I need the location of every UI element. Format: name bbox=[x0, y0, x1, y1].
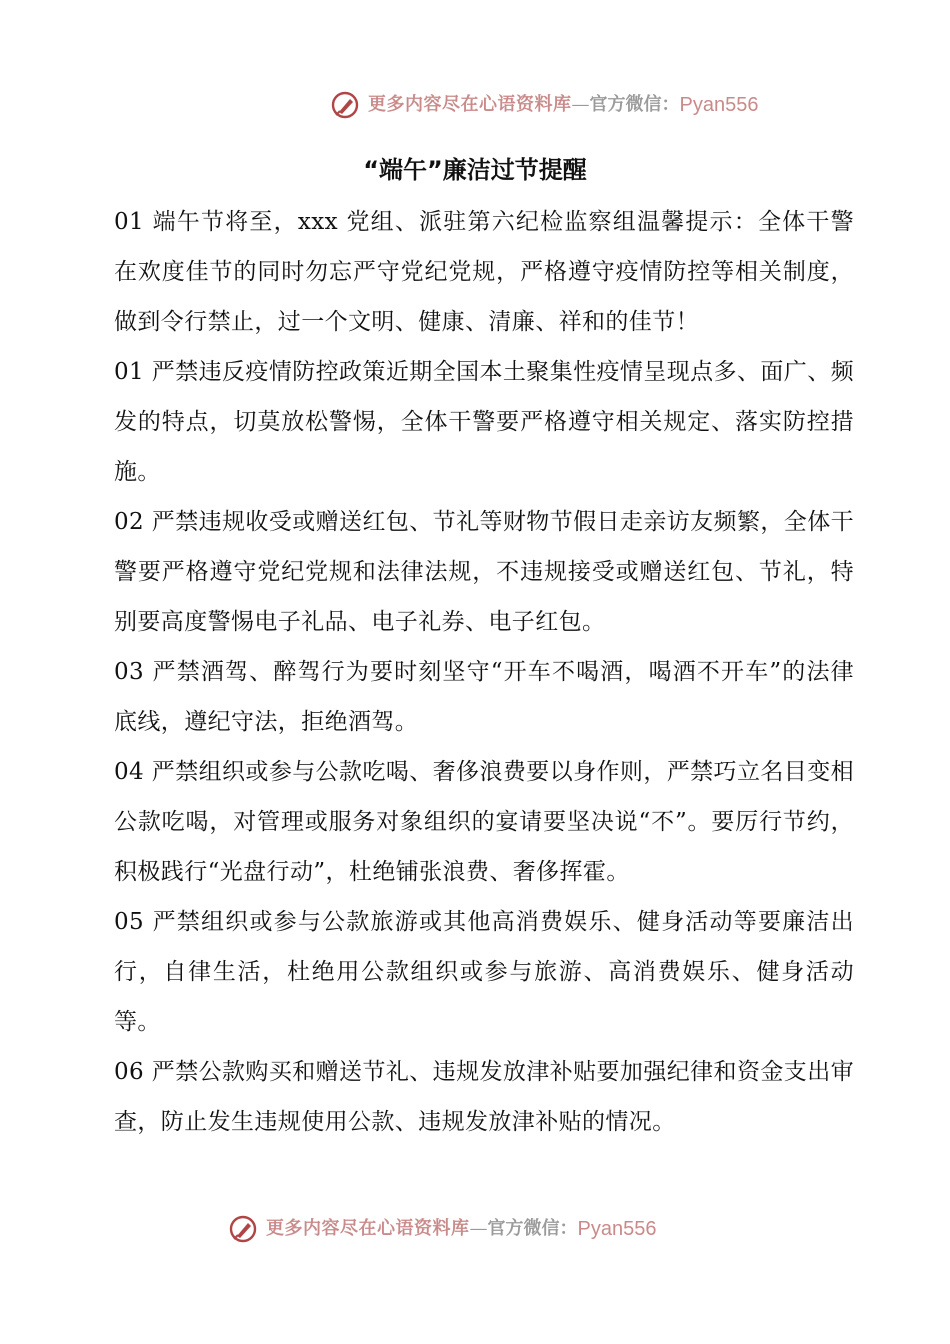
watermark-dash: — bbox=[469, 1218, 488, 1239]
watermark-text: 更多内容尽在心语资料库 bbox=[266, 1218, 470, 1239]
watermark-id: Pyan556 bbox=[577, 1218, 657, 1240]
pen-nib-logo-icon bbox=[228, 1214, 258, 1244]
pen-nib-logo-icon bbox=[330, 90, 360, 120]
paragraph-intro: 01 端午节将至，xxx 党组、派驻第六纪检监察组温馨提示：全体干警在欢度佳节的同时勿忘严守党纪党规，严格遵守疫情防控等相关制度，做到令行禁止，过一个文明、健康、清廉、祥和的佳节！ bbox=[114, 209, 854, 335]
watermark-text: 更多内容尽在心语资料库 bbox=[368, 94, 572, 115]
paragraph-item-01: 01 严禁违反疫情防控政策近期全国本土聚集性疫情呈现点多、面广、频发的特点，切莫放松警惕，全体干警要严格遵守相关规定、落实防控措施。 bbox=[114, 359, 854, 485]
footer-watermark bbox=[228, 1214, 656, 1244]
watermark-label: 官方微信： bbox=[487, 1218, 578, 1239]
watermark-label: 官方微信： bbox=[589, 94, 680, 115]
document-title: “端午”廉洁过节提醒 bbox=[363, 156, 587, 184]
header-watermark bbox=[330, 90, 758, 120]
paragraph-item-03: 03 严禁酒驾、醉驾行为要时刻坚守“开车不喝酒，喝酒不开车”的法律底线，遵纪守法，拒绝酒驾。 bbox=[114, 659, 854, 735]
watermark-id: Pyan556 bbox=[679, 94, 759, 116]
document-body bbox=[114, 197, 854, 1147]
watermark-dash: — bbox=[571, 94, 590, 115]
paragraph-item-06: 06 严禁公款购买和赠送节礼、违规发放津补贴要加强纪律和资金支出审查，防止发生违规使用公款、违规发放津补贴的情况。 bbox=[114, 1059, 854, 1135]
paragraph-item-05: 05 严禁组织或参与公款旅游或其他高消费娱乐、健身活动等要廉洁出行，自律生活，杜绝用公款组织或参与旅游、高消费娱乐、健身活动等。 bbox=[114, 909, 854, 1035]
paragraph-item-02: 02 严禁违规收受或赠送红包、节礼等财物节假日走亲访友频繁，全体干警要严格遵守党纪党规和法律法规，不违规接受或赠送红包、节礼，特别要高度警惕电子礼品、电子礼券、电子红包。 bbox=[114, 509, 854, 635]
paragraph-item-04: 04 严禁组织或参与公款吃喝、奢侈浪费要以身作则，严禁巧立名目变相公款吃喝，对管理或服务对象组织的宴请要坚决说“不”。要厉行节约，积极践行“光盘行动”，杜绝铺张浪费、奢侈挥霍。 bbox=[114, 759, 854, 885]
